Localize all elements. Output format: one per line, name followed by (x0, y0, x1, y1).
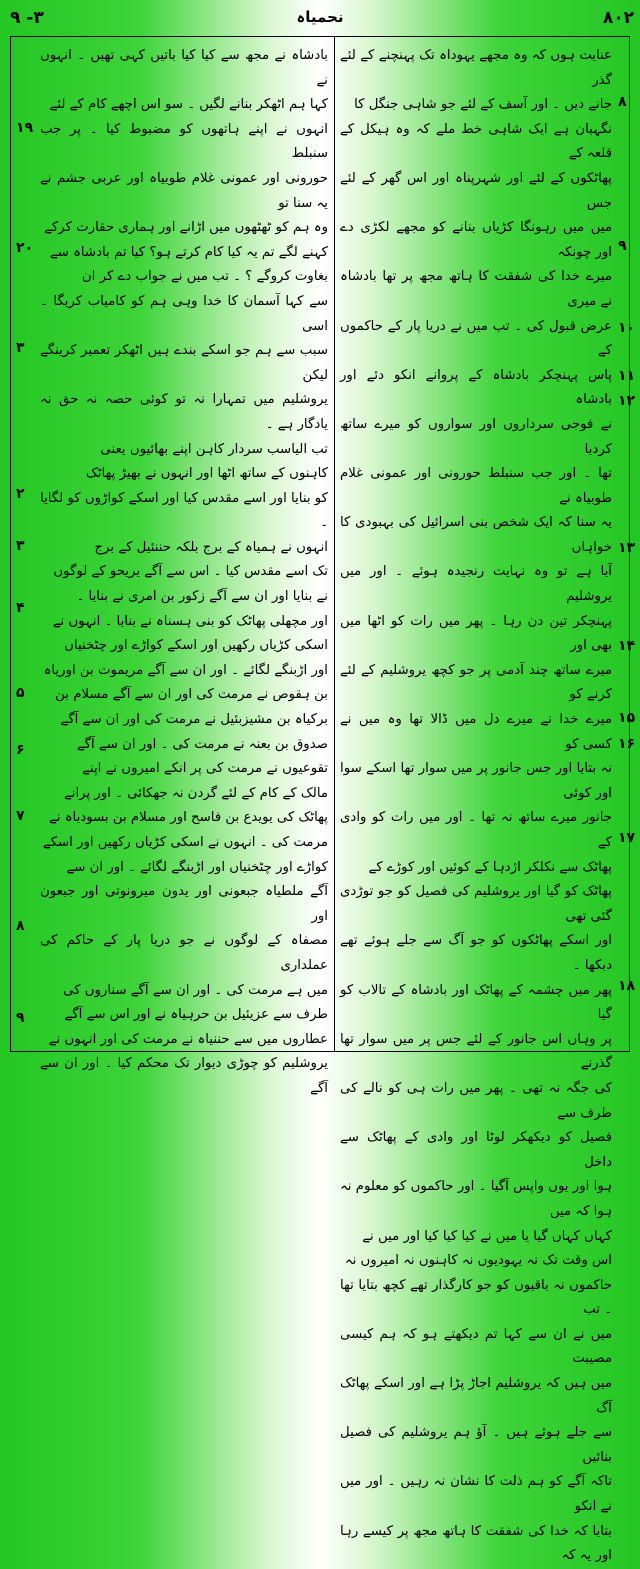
verse-number: ۱۷ (618, 830, 636, 846)
verse-number: ۴ (16, 600, 25, 616)
verse-number: ۳ (16, 538, 25, 554)
verse-number: ۹ (16, 1010, 25, 1026)
verse-number: ۵ (16, 685, 25, 701)
verse-number: ۱۱ (618, 368, 636, 384)
verse-number: ۲۰ (16, 240, 34, 256)
right-text-column: عنایت ہوں کہ وہ مجھے یہوداہ تک پہنچنے کے لئے گذر جانے دیں ۔ اور آسف کے لئے جو شاہی جنگل کا نگہبان ہے ایک شاہی خط ملے کہ وہ ہیکل کے قلعہ کے پھاٹکوں کے لئے اور شہرپناہ اور اس گھر کے لئے جس میں میں رہونگا کڑیاں بنانے کو مجھے لکڑی دے اور چونکہ میرے خدا کی شفقت کا ہاتھ مجھ پر تھا بادشاہ نے میری عرض قبول کی ۔ تب میں نے دریا پار کے حاکموں کے پاس پہنچکر بادشاہ کے پروانے انکو دئے اور بادشاہ نے فوجی سرداروں اور سواروں کو میرے ساتھ کردیا تھا ۔ اور جب سنبلط حورونی اور عمونی غلام طوبیاہ نے یہ سنا کہ ایک شخص بنی اسرائیل کی بہبودی کا خواہاں آیا ہے تو وہ نہایت رنجیدہ ہوئے ۔ اور میں یروشلیم پہنچکر تین دن رہا ۔ پھر میں رات کو اٹھا میں بھی اور میرے ساتھ چند آدمی پر جو کچھ یروشلیم کے لئے کرنے کو میرے خدا نے میرے دل میں ڈالا تھا وہ میں نے کسی کو نہ بتایا اور جس جانور پر میں سوار تھا اسکے سوا اور کوئی جانور میرے ساتھ نہ تھا ۔ اور میں رات کو وادی کے پھاٹک سے نکلکر اژدہا کے کوئیں اور کوڑے کے پھاٹک کو گیا اور یروشلیم کی فصیل کو جو توڑدی گئی تھی اور اسکے پھاٹکوں کو جو آگ سے جلے ہوئے تھے دیکھا ۔ پھر میں چشمہ کے پھاٹک اور بادشاہ کے تالاب کو گیا پر وہاں اس جانور کے لئے جس پر میں سوار تھا گذرنے کی جگہ نہ تھی ۔ پھر میں رات ہی کو نالے کی طرف سے فصیل کو دیکھکر لوٹا اور وادی کے پھاٹک سے داخل ہوا اور یوں واپس آگیا ۔ اور حاکموں کو معلوم نہ ہوا کہ میں کہاں کہاں گیا یا میں نے کیا کیا کیا اور میں نے اس وقت تک نہ یہودیوں نہ کاہنوں نہ امیروں نہ حاکموں نہ باقیوں کو جو کارگذار تھے کچھ بتایا تھا ۔ تب میں نے ان سے کہا تم دیکھتے ہو کہ ہم کیسی مصیبت میں ہیں کہ یروشلیم اجاڑ پڑا ہے اور اسکے پھاٹک آگ سے جلے ہوئے ہیں ۔ آؤ ہم یروشلیم کی فصیل بنائیں تاکہ آگے کو ہم ذلت کا نشان نہ رہیں ۔ اور میں نے انکو بتایا کہ خدا کی شفقت کا ہاتھ مجھ پر کیسے رہا اور یہ کہ (340, 48, 612, 1564)
page-number: ۸۰۲ (602, 8, 634, 28)
book-title: نحمیاہ (296, 8, 344, 26)
verse-number: ۱۳ (618, 540, 636, 556)
verse-number: ۱۹ (16, 120, 34, 136)
verse-number: ۱۰ (618, 320, 636, 336)
verse-number: ۱۵ (618, 710, 636, 726)
page-header (0, 0, 640, 34)
verse-number: ۷ (16, 808, 25, 824)
verse-number: ۸ (16, 918, 25, 934)
verse-number: ۸ (618, 94, 627, 110)
verse-number: ۱۲ (618, 393, 636, 409)
chapter-range: ۹ -۳ (10, 8, 44, 28)
verse-number: ۲ (16, 486, 25, 502)
left-text-column: بادشاہ نے مجھ سے کیا کیا باتیں کہی تھیں ۔ انہوں نے کہا ہم اٹھکر بنانے لگیں ۔ سو اس اچھے کام کے لئے انہوں نے اپنے ہاتھوں کو مضبوط کیا ۔ پر جب سنبلط حورونی اور عمونی غلام طوبیاہ اور عربی جشم نے یہ سنا تو وہ ہم کو ٹھٹھوں میں اڑانے اور ہماری حقارت کرکے کہنے لگے تم یہ کیا کام کرتے ہو؟ کیا تم بادشاہ سے بغاوت کروگے ؟ ۔ تب میں نے جواب دے کر ان سے کہا آسمان کا خدا وہی ہم کو کامیاب کریگا ۔ اسی سبب سے ہم جو اسکے بندے ہیں اٹھکر تعمیر کرینگے لیکن یروشلیم میں تمہارا نہ تو کوئی حصہ نہ حق نہ یادگار ہے ۔ تب الیاسب سردار کاہن اپنے بھائیوں یعنی کاہنوں کے ساتھ اٹھا اور انہوں نے بھیڑ پھاٹک کو بنایا اور اسے مقدس کیا اور اسکے کواڑوں کو لگایا ۔ انہوں نے ہمیاہ کے برج بلکہ حننئیل کے برج تک اسے مقدس کیا ۔ اس سے آگے یریحو کے لوگوں نے بنایا اور ان سے آگے زکور بن امری نے بنایا ۔ اور مچھلی پھاٹک کو بنی ہسناہ نے بنایا ۔ انہوں نے اسکی کڑیاں رکھیں اور اسکے کواڑے اور چٹخنیاں اور اڑبنگے لگائے ۔ اور ان سے آگے مریموت بن اوریاہ بن ہقوص نے مرمت کی اور ان سے آگے مسلام بن برکیاہ بن مشیزبئیل نے مرمت کی اور ان سے آگے صدوق بن بعنہ نے مرمت کی ۔ اور ان سے آگے تقوعیوں نے مرمت کی پر انکے امیروں نے اپنے مالک کے کام کے لئے گردن نہ جھکائی ۔ اور پرانے پھاٹک کی یویدع بن فاسح اور مسلام بن بسودیاہ نے مرمت کی ۔ انہوں نے اسکی کڑیاں رکھیں اور اسکے کواڑے اور چٹخنیاں اور اڑبنگے لگائے ۔ اور ان سے آگے ملطیاہ جبعونی اور یدون میرونوتی اور جبعون اور مصفاہ کے لوگوں نے جو دریا پار کے حاکم کی عملداری میں ہے مرمت کی ۔ اور ان سے آگے سناروں کی طرف سے عزیئیل بن حرہیاہ نے اور اس سے آگے عطاروں میں سے حننیاہ نے مرمت کی اور انہوں نے یروشلیم کو چوڑی دیوار تک محکم کیا ۔ اور ان سے آگے (39, 48, 328, 1096)
verse-number: ۶ (16, 742, 25, 758)
verse-number: ۹ (618, 238, 627, 254)
verse-number: ۱۶ (618, 736, 636, 752)
verse-number: ۱۴ (618, 638, 636, 654)
verse-number: ۳ (16, 340, 25, 356)
column-divider (334, 36, 335, 1052)
verse-number: ۱۸ (618, 978, 636, 994)
